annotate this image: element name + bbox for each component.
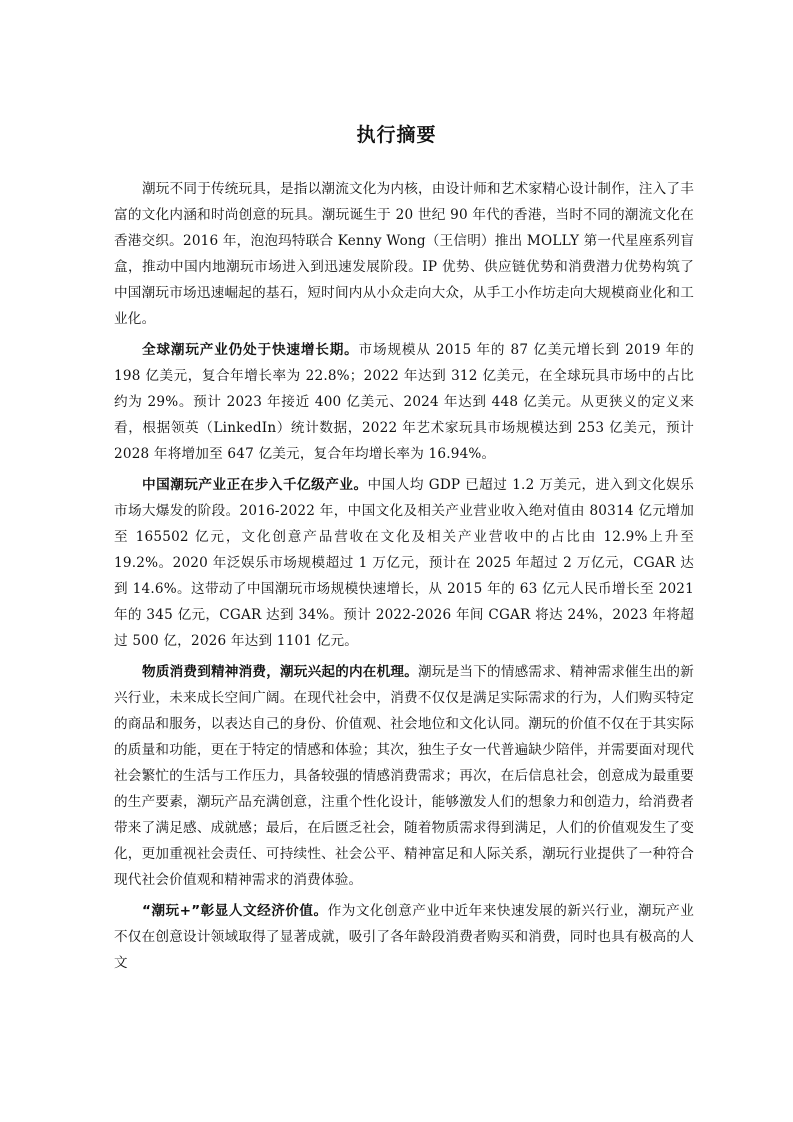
paragraph-text: 潮玩不同于传统玩具，是指以潮流文化为内核，由设计师和艺术家精心设计制作，注入了丰富的文化内涵和时尚创意的玩具。潮玩诞生于 20 世纪 90 年代的香港，当时不同的潮流文化在香港交织。2016 年，泡泡玛特联合 Kenny Wong（王信明）推出 MOLLY 第一代星座系列盲盒，推动中国内地潮玩市场进入到迅速发展阶段。IP 优势、供应链优势和消费潜力优势构筑了中国潮玩市场迅速崛起的基石，短时间内从小众走向大众，从手工小作坊走向大规模商业化和工业化。 — [114, 181, 694, 327]
paragraph-lead: 物质消费到精神消费，潮玩兴起的内在机理。 — [142, 664, 419, 680]
paragraph-intro — [114, 176, 694, 332]
paragraph-text: 潮玩是当下的情感需求、精神需求催生出的新兴行业，未来成长空间广阔。在现代社会中，消费不仅仅是满足实际需求的行为，人们购买特定的商品和服务，以表达自己的身份、价值观、社会地位和文化认同。潮玩的价值不仅在于其实际的质量和功能，更在于特定的情感和体验；其次，独生子女一代普遍缺少陪伴，并需要面对现代社会繁忙的生活与工作压力，具备较强的情感消费需求；再次，在后信息社会，创意成为最重要的生产要素，潮玩产品充满创意，注重个性化设计，能够激发人们的想象力和创造力，给消费者带来了满足感、成就感；最后，在后匮乏社会，随着物质需求得到满足，人们的价值观发生了变化，更加重视社会责任、可持续性、社会公平、精神富足和人际关系，潮玩行业提供了一种符合现代社会价值观和精神需求的消费体验。 — [114, 664, 695, 888]
paragraph-lead: 中国潮玩产业正在步入千亿级产业。 — [142, 477, 368, 493]
paragraph-china-industry — [114, 472, 694, 654]
paragraph-text: 中国人均 GDP 已超过 1.2 万美元，进入到文化娱乐市场大爆发的阶段。2016-2022 年，中国文化及相关产业营业收入绝对值由 80314 亿元增加至 165502 亿元，文化创意产品营收在文化及相关产业营收中的占比由 12.9%上升至 19.2%。2020 年泛娱乐市场规模超过 1 万亿元，预计在 2025 年超过 2 万亿元，CGAR 达到 14.6%。这带动了中国潮玩市场规模快速增长，从 2015 年的 63 亿元人民币增长至 2021 年的 345 亿元，CGAR 达到 34%。预计 2022-2026 年间 CGAR 将达 24%，2023 年将超过 500 亿，2026 年达到 1101 亿元。 — [114, 477, 694, 649]
document-body — [114, 176, 694, 981]
paragraph-global-growth — [114, 337, 694, 467]
paragraph-lead: “潮玩+”彰显人文经济价值。 — [142, 903, 328, 919]
paragraph-humanities-value — [114, 898, 694, 976]
paragraph-lead: 全球潮玩产业仍处于快速增长期。 — [142, 342, 359, 358]
paragraph-text: 作为文化创意产业中近年来快速发展的新兴行业，潮玩产业不仅在创意设计领域取得了显著成就，吸引了各年龄段消费者购买和消费，同时也具有极高的人文 — [114, 903, 695, 971]
paragraph-text: 市场规模从 2015 年的 87 亿美元增长到 2019 年的 198 亿美元，复合年增长率为 22.8%；2022 年达到 312 亿美元，在全球玩具市场中的占比约为 29%。预计 2023 年接近 400 亿美元、2024 年达到 448 亿美元。从更狭义的定义来看，根据领英（LinkedIn）统计数据，2022 年艺术家玩具市场规模达到 253 亿美元，预计 2028 年将增加至 647 亿美元，复合年均增长率为 16.94%。 — [114, 342, 694, 462]
page-title: 执行摘要 — [356, 124, 437, 146]
paragraph-consumption-mechanism — [114, 659, 694, 893]
